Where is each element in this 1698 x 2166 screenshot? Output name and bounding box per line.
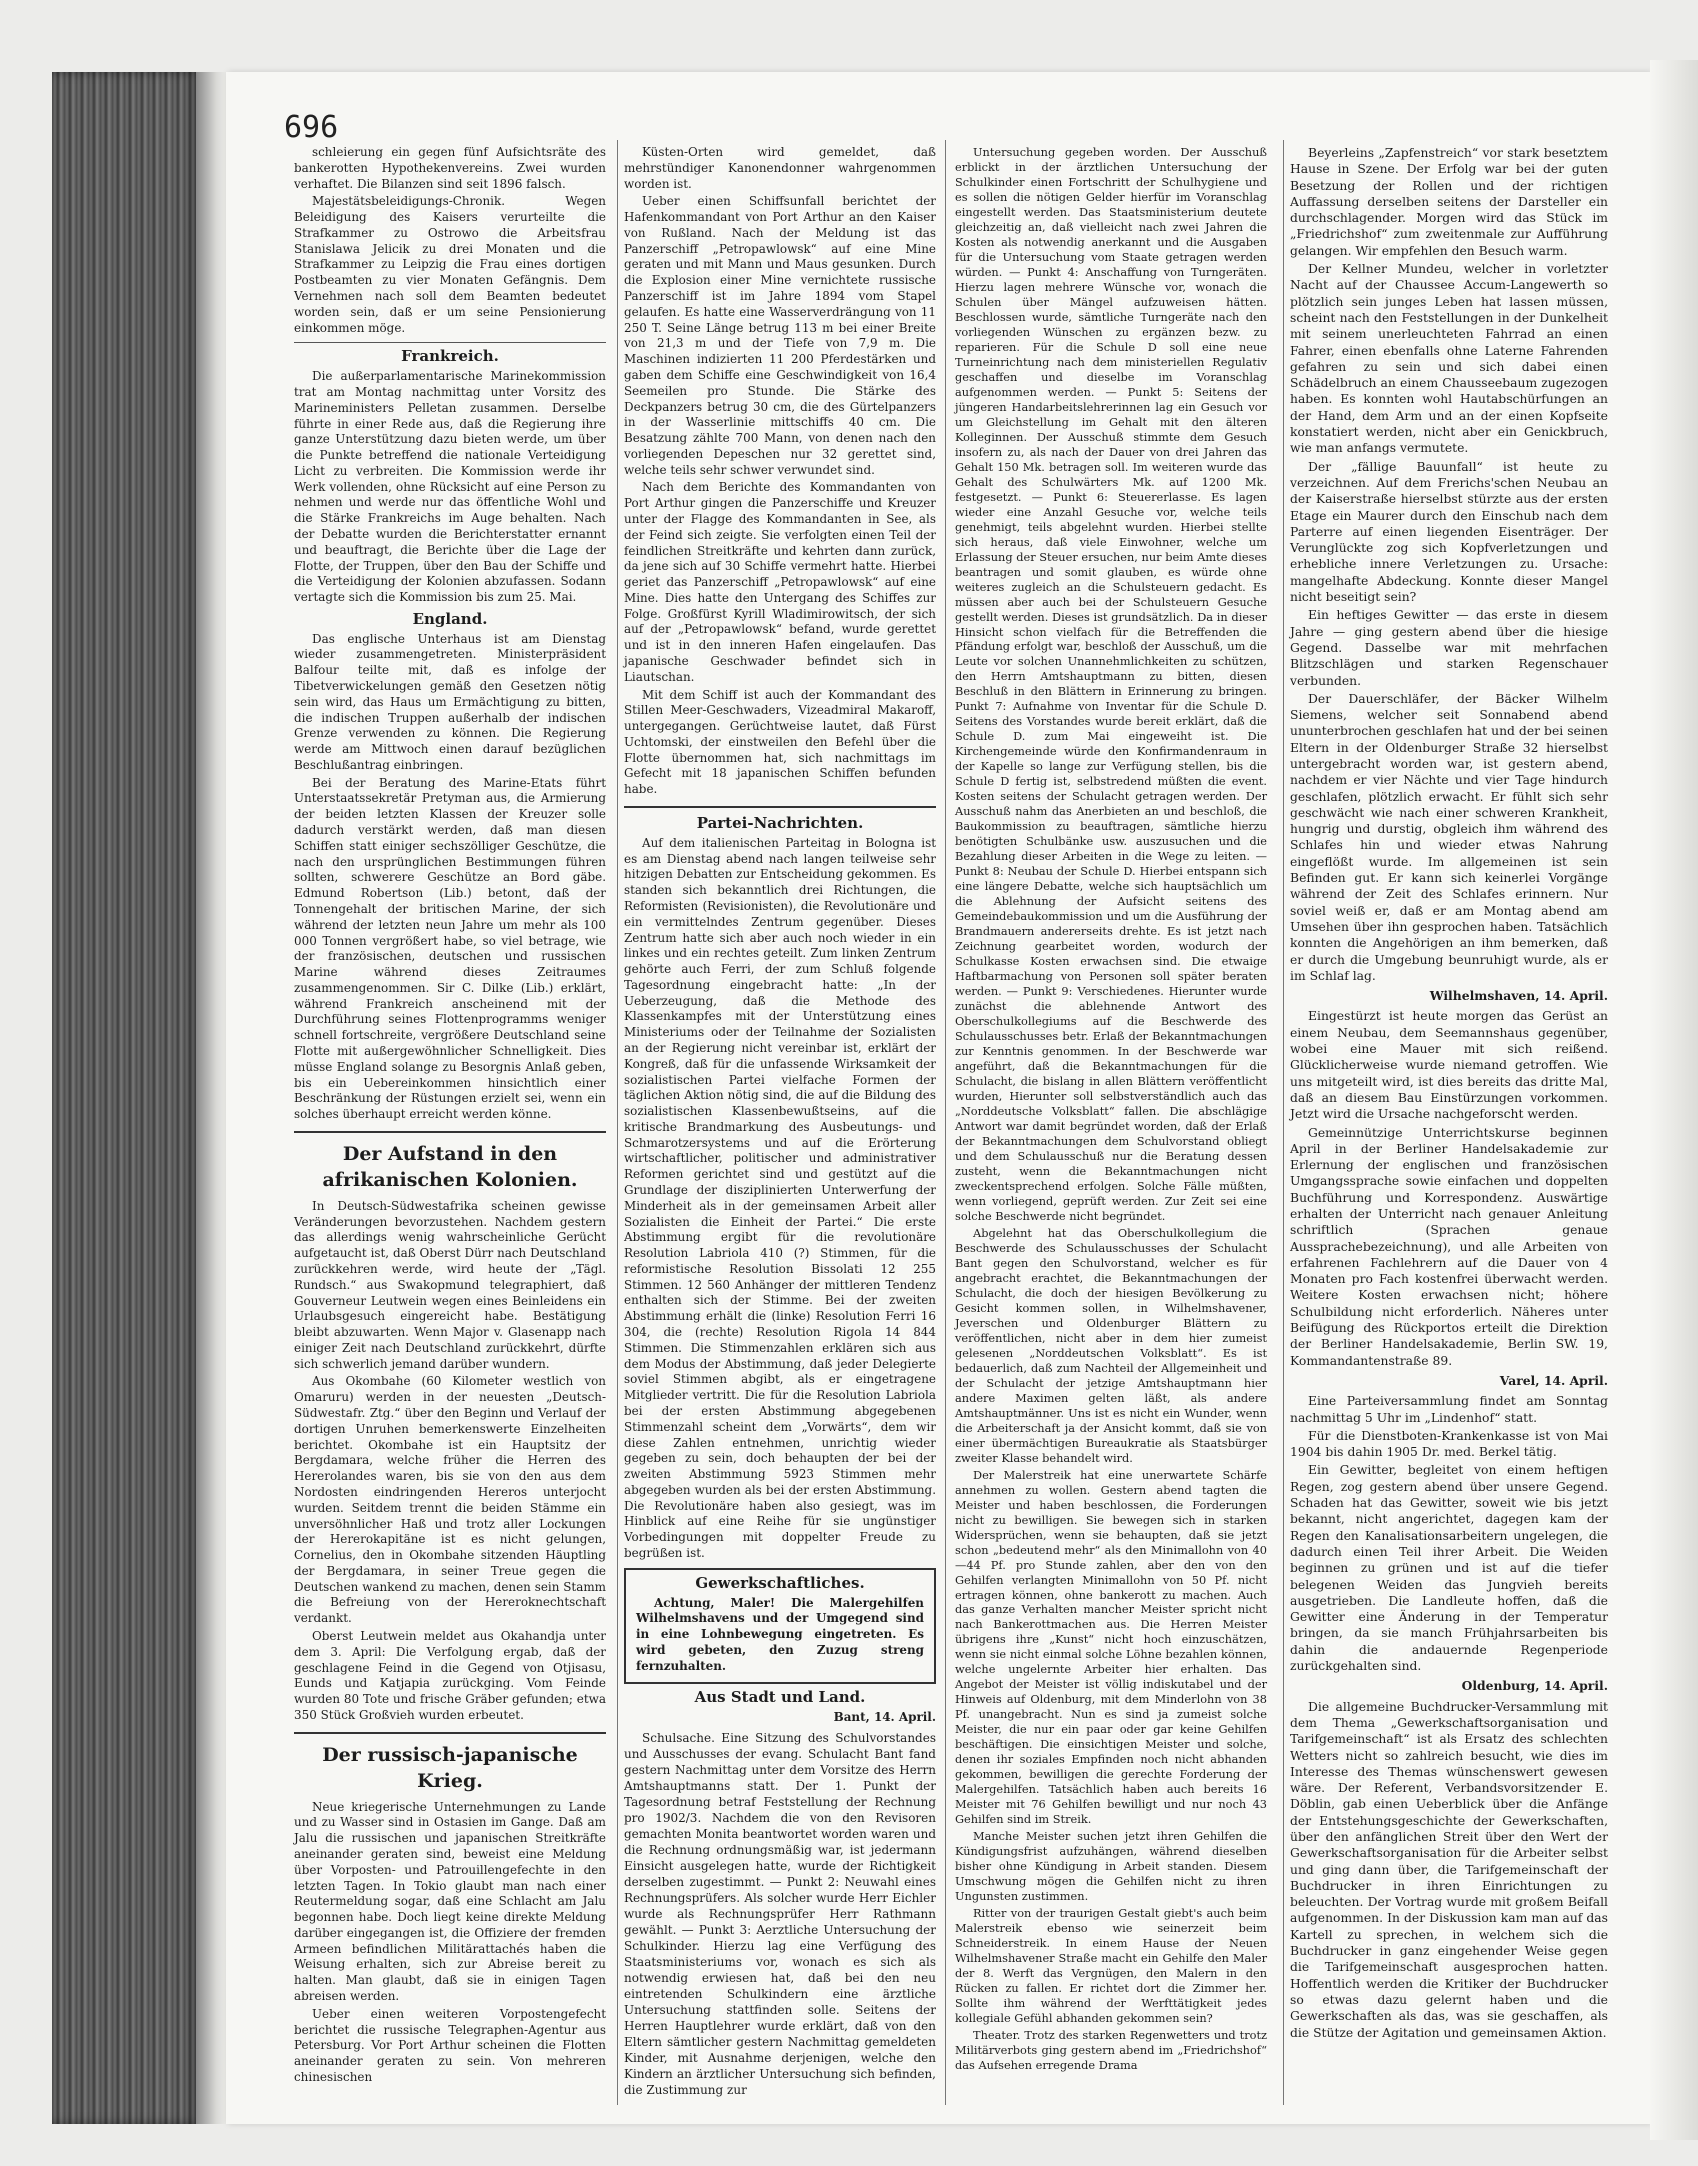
column-divider (617, 140, 618, 2105)
article-text: Küsten-Orten wird gemeldet, daß mehrstündiger Kanonendonner wahrgenommen worden ist. (624, 145, 936, 191)
article-text: Untersuchung gegeben worden. Der Ausschuß erblickt in der ärztlichen Untersuchung der Schulkinder einen Fortschritt der Schulhygiene und es sollen die nötigen Gelder hierfür im Voranschlag eingestellt werden. Das Staatsministerium deutete gleichzeitig an, daß vielleicht nach zwei Jahren die Kosten als notwendig anerkannt und die Ausgaben für die Untersuchung vom Staate getragen werden würden. — Punkt 4: Anschaffung von Turngeräten. Hierzu lagen mehrere Wünsche vor, wonach die Schulen über Mängel aufzuweisen hätten. Beschlossen wurde, sämtliche Turngeräte nach den vorliegenden Wünschen zu ergänzen bezw. zu reparieren. Für die Schule D soll eine neue Turneinrichtung nach dem ministeriellen Regulativ geschaffen und dieselbe im Voranschlag aufgenommen werden. — Punkt 5: Seitens der jüngeren Handarbeitslehrerinnen lag ein Gesuch vor um Gleichstellung im Gehalt mit den älteren Kolleginnen. Der Ausschuß stimmte dem Gesuch insofern zu, als nach der Dauer von drei Jahren das Gehalt 150 Mk. betragen soll. Im weiteren wurde das Gehalt des Schulwärters Mk. auf 1200 Mk. festgesetzt. — Punkt 6: Steuererlasse. Es lagen wieder eine Anzahl Gesuche vor, welche teils genehmigt, teils abgelehnt wurden. Hierbei stellte sich heraus, daß viele Einwohner, welche um Erlassung der Steuer ersuchen, nur beim Amte dieses beantragen und somit glauben, es würde ohne weiteres zugleich an die Schulsteuern gedacht. Es müssen aber auch bei der Schulsteuern Gesuche gestellt werden. Dieses ist grundsätzlich. Da in dieser Hinsicht schon vielfach für die Betreffenden die Pfändung erfolgt war, beschloß der Ausschuß, um die Leute vor solchen Unannehmlichkeiten zu schützen, den Herrn Amtshauptmann zu bitten, diesen Beschluß in den Blättern in Erinnerung zu bringen. Punkt 7: Aufnahme von Inventar für die Schule D. Seitens des Vorstandes wurde bereit erklärt, daß die Schule D. zum Mai eingeweiht ist. Die Kirchengemeinde würde den Konfirmandenraum in der Kapelle so lange zur Verfügung stellen, bis die Schule D fertig ist, selbstredend müßten die event. Kosten seitens der Schulacht getragen werden. Der Ausschuß nahm das Anerbieten an und beschloß, die Baukommission zu beauftragen, sämtliche hierzu benötigten Schulbänke usw. auszusuchen und die Bezahlung dieser Arbeiten in die Wege zu leiten. — Punkt 8: Neubau der Schule D. Hierbei entspann sich eine längere Debatte, welche sich hauptsächlich um die Ablehnung der Aufsicht seitens des Gemeindebaukommission und um die Ausführung der Brandmauern andererseits drehte. Es ist jetzt nach Zeichnung gearbeitet worden, wodurch der Schulkasse Kosten erwachsen sind. Die etwaige Haftbarmachung von Personen soll später beraten werden. — Punkt 9: Verschiedenes. Hierunter wurde zunächst die ablehnende Antwort des Oberschulkollegiums auf die Beschwerde des Schulausschusses betr. Erlaß der Bekanntmachungen zur Kenntnis genommen. In der Beschwerde war angeführt, daß die Bekanntmachungen für die Schulacht, die bislang in allen Blättern veröffentlicht wurden, Hierunter soll selbstverständlich auch das „Norddeutsche Volksblatt“ fallen. Die abschlägige Antwort war damit begründet worden, daß der Erlaß der Bekanntmachungen dem Schulvorstand obliegt und dem Schulausschuß nur die Beratung dessen zusteht, wenn die Bekanntmachungen nicht zweckentsprechend erfolgen. Solche Fälle müßten, wenn vorliegend, geprüft werden. Zur Zeit sei eine solche Beschwerde nicht begründet. (955, 145, 1267, 1223)
article-text: schleierung ein gegen fünf Aufsichtsräte des bankerotten Hypothekenvereins. Zwei wurden verhaftet. Die Bilanzen sind seit 1896 falsch. (294, 145, 606, 191)
column-4 (1290, 145, 1608, 2043)
article-text: Mit dem Schiff ist auch der Kommandant des Stillen Meer-Geschwaders, Vizeadmiral Makaroff, untergegangen. Gerüchtweise lautet, daß Fürst Uchtomski, der einstweilen den Befehl über die Flotte übernommen hat, sich nachmittags im Gefecht mit 18 japanischen Schiffen befunden habe. (624, 687, 936, 797)
divider (624, 806, 936, 808)
section-heading: Der russisch-japanische Krieg. (322, 1743, 578, 1792)
article-text: Der „fällige Bauunfall“ ist heute zu verzeichnen. Auf dem Frerichs'schen Neubau an der Kaiserstraße hierselbst stürzte aus der ersten Etage ein Maurer durch den Einschub nach dem Parterre auf einen liegenden Eisenträger. Der Verunglückte zog sich Kopfverletzungen und erhebliche innere Verletzungen zu. Ursache: mangelhafte Abdeckung. Konnte dieser Mangel nicht beseitigt sein? (1290, 459, 1608, 605)
article-text: In Deutsch-Südwestafrika scheinen gewisse Veränderungen bevorzustehen. Nachdem gestern das allerdings wenig wahrscheinliche Gerücht aufgetaucht ist, daß Oberst Dürr nach Deutschland zurückkehren werde, wird heute der „Tägl. Rundsch.“ aus Swakopmund telegraphiert, daß Gouverneur Leutwein wegen eines Beinleidens ein Urlaubsgesuch eingereicht habe. Bestätigung bleibt abzuwarten. Wenn Major v. Glasenapp nach einiger Zeit nach Deutschland zurückkehrt, dürfte sich schwerlich jemand darüber wundern. (294, 1198, 606, 1371)
article-text: Gemeinnützige Unterrichtskurse beginnen April in der Berliner Handelsakademie zur Erlernung der englischen und französischen Umgangssprache sowie einfachen und doppelten Buchführung und Korrespondenz. Auswärtige erhalten der Unterricht nach genauer Anleitung schriftlich (Sprachen genaue Aussprachebezeichnung), und alle Arbeiten von erfahrenen Fachlehrern auf die Dauer von 4 Monaten pro Fach kostenfrei überwacht werden. Weitere Kosten erwachsen nicht; höhere Schulbildung nicht erforderlich. Näheres unter Beifügung des Rückportos erteilt die Direktion der Berliner Handelsakademie, Berlin SW. 19, Kommandantenstraße 89. (1290, 1125, 1608, 1368)
article-text: Neue kriegerische Unternehmungen zu Lande und zu Wasser sind in Ostasien im Gange. Daß am Jalu die russischen und japanischen Streitkräfte aneinander geraten sind, beweist eine Meldung über Vorposten- und Patrouillengefechte in den letzten Tagen. In Tokio glaubt man nach einer Reutermeldung sogar, daß eine Schlacht am Jalu begonnen habe. Doch liegt keine direkte Meldung darüber eingegangen ist, die Offiziere der fremden Armeen befindlichen Militärattachés haben die Weisung erhalten, sich zur Abreise bereit zu halten. Man glaubt, daß sie in einigen Tagen abreisen werden. (294, 1799, 606, 2004)
dateline: Oldenburg, 14. April. (1461, 1678, 1608, 1694)
article-text: Auf dem italienischen Parteitag in Bologna ist es am Dienstag abend nach langen teilweise sehr hitzigen Debatten zur Entscheidung gekommen. Es standen sich bekanntlich drei Richtungen, die Reformisten (Revisionisten), die Revolutionäre und ein vermittelndes Zentrum gegenüber. Dieses Zentrum hatte sich aber auch noch wieder in ein linkes und ein rechtes geteilt. Zum linken Zentrum gehörte auch Ferri, der zum Schluß folgende Tagesordnung eingebracht hatte: „In der Ueberzeugung, daß die Methode des Klassenkampfes mit der Unterstützung eines Ministeriums oder der Teilnahme der Sozialisten an der Regierung nicht vereinbar ist, erklärt der Kongreß, daß für die unfassende Wirksamkeit der sozialistischen Partei vielfache Formen der täglichen Aktion nötig sind, die auf die Bildung des sozialistischen Klassenbewußtseins, auf die kritische Brandmarkung des Ausbeutungs- und Schmarotzersystems und auf die Erörterung wirtschaftlicher, politischer und administrativer Reformen gerichtet sind und gestützt auf die Grundlage der disziplinierten Unterwerfung der Minderheit als in der gemeinsamen Arbeit aller Sozialisten die Einheit der Partei.“ Die erste Abstimmung ergibt für die revolutionäre Resolution Labriola 410 (?) Stimmen, für die reformistische Resolution Bissolati 12 255 Stimmen. 12 560 Anhänger der mittleren Tendenz enthalten sich der Stimme. Bei der zweiten Abstimmung erhält die (linke) Resolution Ferri 16 304, die (rechte) Resolution Rigola 14 844 Stimmen. Die Stimmenzahlen erklären sich aus dem Modus der Abstimmung, daß jeder Delegierte soviel Stimmen abgibt, als er eingetragene Mitglieder vertritt. Die für die Resolution Labriola bei der ersten Abstimmung abgegebenen Stimmenzahl scheint dem „Vorwärts“, dem wir diese Zahlen entnehmen, unrichtig wieder gegeben zu sein, doch behaupten der bei der zweiten Abstimmung 5923 Stimmen mehr abgegeben wurden als bei der ersten Abstimmung. Die Revolutionäre haben also gesiegt, was im Hinblick auf eine Reihe für sie ungünstiger Vorbedingungen mit doppelter Freude zu begrüßen ist. (624, 835, 936, 1560)
section-heading: Aus Stadt und Land. (694, 1688, 866, 1707)
column-2 (624, 145, 936, 2100)
section-heading: Frankreich. (401, 347, 499, 366)
dateline: Wilhelmshaven, 14. April. (1429, 988, 1608, 1004)
article-text: Für die Dienstboten-Krankenkasse ist von Mai 1904 bis dahin 1905 Dr. med. Berkel tätig. (1290, 1428, 1608, 1460)
dateline: Varel, 14. April. (1499, 1372, 1608, 1388)
book-binding (52, 72, 200, 2124)
article-text: Ein Gewitter, begleitet von einem heftigen Regen, zog gestern abend über unsere Gegend. Schaden hat das Gewitter, soweit wie bis jetzt bekannt, nicht angerichtet, dagegen kam der Regen den Kanalisationsarbeitern ungelegen, die dadurch einen Teil ihrer Arbeit. Die Weiden beginnen zu grünen und ist auf die tiefer belegenen Weiden das Jungvieh bereits ausgetrieben. Die Landleute hoffen, daß die Gewitter eine Änderung in der Temperatur bringen, da sie manch Frühjahrsarbeiten bis dahin die andauernde Regenperiode zurückgehalten sind. (1290, 1463, 1608, 1674)
dateline: Bant, 14. April. (833, 1710, 936, 1725)
article-text: Der Kellner Mundeu, welcher in vorletzter Nacht auf der Chaussee Accum-Langewerth so plötzlich sein junges Leben hat lassen müssen, scheint nach den Feststellungen in der Dunkelheit mit seinem unerleuchteten Fahrrad an einen Fahrer, einen ebenfalls ohne Laterne Fahrenden gefahren zu sein und sich dabei einen Schädelbruch an einem Chausseebaum zugezogen haben. Es konnten wohl Hautabschürfungen an der Hand, dem Arm und an der einen Kopfseite konstatiert werden, nicht aber ein Genickbruch, wie man anfangs vermutete. (1290, 262, 1608, 456)
article-text: Die außerparlamentarische Marinekommission trat am Montag nachmittag unter Vorsitz des Marineministers Pelletan zusammen. Derselbe führte in einer Rede aus, daß die Regierung ihre ganze Unterstützung dazu bieten werde, um über die Punkte betreffend die nationale Verteidigung Licht zu verbreiten. Die Kommission werde ihr Werk vollenden, ohne Rücksicht auf eine Person zu nehmen und werde nur das öffentliche Wohl und die Stärke Frankreichs im Auge behalten. Nach der Debatte wurden die Berichterstatter ernannt und beauftragt, die Berichte über die Lage der Flotte, der Truppen, über den Bau der Schiffe und die Verteidigung der Kolonien abzufassen. Sodann vertagte sich die Kommission bis zum 25. Mai. (294, 369, 606, 605)
article-text: Ueber einen weiteren Vorpostengefecht berichtet die russische Telegraphen-Agentur aus Petersburg. Vor Port Arthur scheinen die Flotten aneinander geraten zu sein. Von mehreren chinesischen (294, 2006, 606, 2084)
article-text: Ein heftiges Gewitter — das erste in diesem Jahre — ging gestern abend über die hiesige Gegend. Dasselbe war mit mehrfachen Blitzschlägen und starken Regenschauer verbunden. (1290, 608, 1608, 688)
divider (294, 342, 606, 343)
article-text: Eine Parteiversammlung findet am Sonntag nachmittag 5 Uhr im „Lindenhof“ statt. (1290, 1394, 1608, 1425)
column-divider (945, 140, 946, 2105)
column-divider (1283, 140, 1284, 2105)
article-text: Eingestürzt ist heute morgen das Gerüst an einem Neubau, dem Seemannshaus gegenüber, wobei eine Mauer mit sich reißend. Glücklicherweise wurde niemand getroffen. Wie uns mitgeteilt wird, ist dies bereits das dritte Mal, daß an diesem Bau Einstürzungen vorkommen. Jetzt wird die Ursache nachgeforscht werden. (1290, 1009, 1608, 1122)
page-number: 696 (284, 110, 339, 145)
article-text: Beyerleins „Zapfenstreich“ vor stark besetztem Hause in Szene. Der Erfolg war bei der guten Besetzung der Rollen und der richtigen Auffassung derselben seitens der Darsteller ein durchschlagender. Morgen wird das Stück im „Friedrichshof“ zum zweitenmale zur Aufführung gelangen. Wir empfehlen den Besuch warm. (1290, 146, 1608, 258)
article-text: Nach dem Berichte des Kommandanten von Port Arthur gingen die Panzerschiffe und Kreuzer unter der Flagge des Kommandanten in See, als der Feind sich zeigte. Sie verfolgten einen Teil der feindlichen Streitkräfte und kehrten dann zurück, da jene sich auf 30 Schiffe vermehrt hatte. Hierbei geriet das Panzerschiff „Petropawlowsk“ auf eine Mine. Dies hatte den Untergang des Schiffes zur Folge. Großfürst Kyrill Wladimirowitsch, der sich auf der „Petropawlowsk“ befand, wurde gerettet und ist in den inneren Hafen eingelaufen. Das japanische Geschwader befindet sich in Liautschan. (624, 480, 936, 684)
section-heading: Der Aufstand in den afrikanischen Kolonien. (322, 1142, 578, 1191)
article-text: Abgelehnt hat das Oberschulkollegium die Beschwerde des Schulausschusses der Schulacht Bant gegen den Schulvorstand, welcher es für angebracht erachtet, die Bekanntmachungen der Schulacht, die doch der hiesigen Bevölkerung zu Gesicht kommen sollen, in Wilhelmshavener, Jeverschen und Oldenburger Blättern zu veröffentlichen, nicht aber in dem hier zumeist gelesenen „Norddeutschen Volksblatt“. Es ist bedauerlich, daß zum Nachteil der Allgemeinheit und der Schulacht der jetzige Amtshauptmann hier andere Maximen gelten läßt, als andere Amtshauptmänner. Uns ist es nicht ein Wunder, wenn die Arbeiterschaft ja der Ansicht kommt, daß sie von einer übermächtigen Bureaukratie als Staatsbürger zweiter Klasse behandelt wird. (955, 1225, 1267, 1465)
section-heading: Partei-Nachrichten. (696, 814, 864, 833)
article-text: Die allgemeine Buchdrucker-Versammlung mit dem Thema „Gewerkschaftsorganisation und Tarifgemeinschaft“ ist als Ersatz des schlechten Wetters nicht so zahlreich besucht, wie dies im Interesse des Themas wünschenswert gewesen wäre. Der Referent, Verbandsvorsitzender E. Döblin, gab einen Ueberblick über die Anfänge der Entstehungsgeschichte der Gewerkschaften, über den anfänglichen Streit über den Wert der Gewerkschaftsorganisation für die Arbeiter selbst und ging dann über, die Tarifgemeinschaft der Buchdrucker in ihren Einrichtungen zu beleuchten. Der Vortrag wurde mit großem Beifall aufgenommen. In der Diskussion kam man auf das Kartell zu sprechen, in welchem sich die Buchdrucker in ganz eingehender Weise gegen die Tarifgemeinschaft ausgesprochen hatten. Hoffentlich werden die Kritiker der Buchdrucker so etwas dazu gelernt haben und die Gewerkschaften als das, was sie geschaffen, als die Stütze der Agitation und gemeinsamen Aktion. (1290, 1699, 1608, 2040)
article-text: Bei der Beratung des Marine-Etats führt Unterstaatssekretär Pretyman aus, die Armierung der beiden letzten Klassen der Kreuzer solle dadurch verstärkt werden, daß man diesen Schiffen statt einiger sechszölliger Geschütze, die nach den ursprünglichen Bestimmungen führen sollten, schwerere Geschütze an Bord gäbe. Edmund Robertson (Lib.) betont, daß der Tonnengehalt der britischen Marine, der sich während der letzten neun Jahre um mehr als 100 000 Tonnen vergrößert habe, so viel betrage, wie der französischen, deutschen und russischen Marine während dieses Zeitraumes zusammengenommen. Sir C. Dilke (Lib.) erklärt, während Frankreich anscheinend mit der Durchführung seines Flottenprogramms weniger schnell fortschreite, vergrößere Deutschland seine Flotte mit außergewöhnlicher Schnelligkeit. Dies müsse England solange zu Besorgnis Anlaß geben, bis ein Uebereinkommen hinsichtlich einer Beschränkung der Rüstungen erzielt sei, wenn ein solches überhaupt erreicht werden könne. (294, 775, 606, 1122)
article-text: Ritter von der traurigen Gestalt giebt's auch beim Malerstreik ebenso wie seinerzeit beim Schneiderstreik. In einem Hause der Neuen Wilhelmshavener Straße macht ein Gehilfe den Maler der 8. Werft das Vergnügen, den Malern in den Rücken zu fallen. Er richtet dort die Zimmer her. Sollte ihm während der Werfttätigkeit jedes kollegiale Gefühl abhanden gekommen sein? (955, 1906, 1267, 2026)
article-text: Oberst Leutwein meldet aus Okahandja unter dem 3. April: Die Verfolgung ergab, daß der geschlagene Feind in die Gegend von Otjisasu, Eunds und Katjapia zurückging. Vom Feinde wurden 80 Tote und frische Gräber gefunden; etwa 350 Stück Großvieh wurden erbeutet. (294, 1628, 606, 1722)
divider (294, 1732, 606, 1734)
article-text: Das englische Unterhaus ist am Dienstag wieder zusammengetreten. Ministerpräsident Balfour teilte mit, daß es infolge der Tibetverwickelungen gemäß den Gesetzen nötig sein wird, das Haus um Ermächtigung zu bitten, die indischen Truppen außerhalb der indischen Grenze verwenden zu können. Die Regierung werde am Mittwoch einen darauf bezüglichen Beschlußantrag einbringen. (294, 631, 606, 772)
divider (294, 1131, 606, 1133)
article-text: Ueber einen Schiffsunfall berichtet der Hafenkommandant von Port Arthur an den Kaiser von Rußland. Nach der Meldung ist das Panzerschiff „Petropawlowsk“ auf eine Mine geraten und mit Mann und Maus gesunken. Durch die Explosion einer Mine vernichtete russische Panzerschiff ist im Jahre 1894 vom Stapel gelaufen. Es hatte eine Wasserverdrängung von 11 250 T. Seine Länge betrug 113 m bei einer Breite von 21,3 m und der Tiefe von 7,9 m. Die Maschinen indizierten 11 200 Pferdestärken und gaben dem Schiffe eine Geschwindigkeit von 16,4 Seemeilen pro Stunde. Die Stärke des Deckpanzers betrug 30 cm, die des Gürtelpanzers in der Wasserlinie mittschiffs 40 cm. Die Besatzung zählte 700 Mann, von denen nach den vorliegenden Depeschen nur 32 gerettet sind, welche teils sehr schwer verwundet sind. (624, 194, 936, 477)
article-text: Manche Meister suchen jetzt ihren Gehilfen die Kündigungsfrist aufzuhängen, während dieselben bisher ohne Kündigung in Arbeit standen. Diesem Umschwung mögen die Gehilfen nicht zu ihren Ungunsten zustimmen. (955, 1829, 1267, 1904)
facing-page-edge (1650, 60, 1698, 2140)
notice-box (624, 1568, 936, 1685)
section-heading: Gewerkschaftliches. (695, 1573, 865, 1592)
section-heading: England. (412, 609, 488, 628)
article-text: Theater. Trotz des starken Regenwetters und trotz Militärverbots ging gestern abend im „Friedrichshof“ das Aufsehen erregende Drama (955, 2028, 1267, 2073)
article-text: Majestätsbeleidigungs-Chronik. Wegen Beleidigung des Kaisers verurteilte die Strafkammer zu Ostrowo die Arbeitsfrau Stanislawa Jelicik zu drei Monaten und die Strafkammer zu Leipzig die Frau eines dortigen Postbeamten zu vier Monaten Gefängnis. Dem Vernehmen nach soll dem Beamten bedeutet worden sein, daß er um seine Pensionierung einkommen möge. (294, 194, 606, 335)
page-gutter (196, 72, 230, 2124)
column-3 (955, 145, 1267, 2075)
article-text: Der Malerstreik hat eine unerwartete Schärfe annehmen zu wollen. Gestern abend tagten die Meister und haben beschlossen, die Forderungen nicht zu bewilligen. Sie bewegen sich in starken Widersprüchen, wenn sie behaupten, daß sie jetzt schon „bedeutend mehr“ als den Minimallohn von 40—44 Pf. pro Stunde zahlen, aber den von den Gehilfen verlangten Minimallohn von 50 Pf. nicht ertragen können, ohne bankerott zu machen. Auch das ganze Verhalten mancher Meister spricht nicht nach Bankerottmachen aus. Die Herren Meister übrigens ihre „Kunst“ nicht hoch einzuschätzen, wenn sie nicht einmal solche Löhne bezahlen können, welche ungelernte Arbeiter hier erhalten. Das Angebot der Meister ist völlig indiskutabel und der Hinweis auf Oldenburg, mit dem Minderlohn von 38 Pf. unangebracht. Nun es sind ja zumeist solche Meister, die nur ein paar oder gar keine Gehilfen beschäftigen. Die einsichtigen Meister und solche, denen ihr soziales Empfinden noch nicht abhanden gekommen, bewilligen die gerechte Forderung der Malergehilfen. Tatsächlich haben auch bereits 16 Meister mit 76 Gehilfen bewilligt und nur noch 43 Gehilfen sind im Streik. (955, 1467, 1267, 1827)
article-text: Achtung, Maler! Die Malergehilfen Wilhelmshavens und der Umgegend sind in eine Lohnbewegung eingetreten. Es wird gebeten, den Zuzug streng fernzuhalten. (636, 1595, 924, 1673)
article-text: Der Dauerschläfer, der Bäcker Wilhelm Siemens, welcher seit Sonnabend abend ununterbrochen geschlafen hat und der bei seinen Eltern in der Oldenburger Straße 32 hierselbst untergebracht worden war, ist gestern abend, nachdem er vier Nächte und vier Tage hindurch geschlafen, plötzlich erwacht. Er fühlt sich sehr geschwächt wie nach einer schweren Krankheit, hungrig und durstig, obgleich ihm während des Schlafes hin und wieder etwas Nahrung eingeflößt wurde. Im allgemeinen ist sein Befinden gut. Er kann sich keinerlei Vorgänge während der Zeit des Schlafes erinnern. Nur soviel weiß er, daß er am Montag abend am Umsehen über ihn gesprochen haben. Tatsächlich konnten die Angehörigen an ihm bemerken, daß er durch die Umgebung beunruhigt wurde, als er im Schlaf lag. (1290, 691, 1608, 983)
article-text: Aus Okombahe (60 Kilometer westlich von Omaruru) werden in der neuesten „Deutsch-Südwestafr. Ztg.“ über den Beginn und Verlauf der dortigen Unruhen bemerkenswerte Einzelheiten berichtet. Okombahe ist ein Hauptsitz der Bergdamara, welche früher die Herren des Hererolandes waren, bis sie von den aus dem Nordosten eindringenden Hereros unterjocht wurden. Seitdem trennt die beiden Stämme ein unversöhnlicher Haß und trotz aller Lockungen der Hererokapitäne ist es nicht gelungen, Cornelius, den in Okombahe sitzenden Häuptling der Bergdamara, in seiner Treue gegen die Deutschen wankend zu machen, denen sein Stamm die Befreiung von der Hereroknechtschaft verdankt. (294, 1374, 606, 1626)
article-text: Schulsache. Eine Sitzung des Schulvorstandes und Ausschusses der evang. Schulacht Bant fand gestern Nachmittag unter dem Vorsitze des Herrn Amtshauptmanns statt. Der 1. Punkt der Tagesordnung betraf Feststellung der Rechnung pro 1902/3. Nachdem die von den Revisoren gemachten Monita beantwortet worden waren und die Rechnung ordnungsmäßig war, ist jedermann Einsicht ausgelegen hatte, wurde der Richtigkeit derselben zugestimmt. — Punkt 2: Neuwahl eines Rechnungsprüfers. Als solcher wurde Herr Eichler wurde als Rechnungsprüfer Herr Rathmann gewählt. — Punkt 3: Aerztliche Untersuchung der Schulkinder. Hierzu lag eine Verfügung des Staatsministeriums vor, wonach es sich als notwendig erwiesen hat, daß bei den neu eintretenden Schulkindern eine ärztliche Untersuchung stattfinden solle. Seitens der Herren Hauptlehrer wurde erklärt, daß von den Eltern sämtlicher gestern Nachmittag gemeldeten Kinder, mit Ausnahme derjenigen, welche den Kindern an ärztlicher Untersuchung sich befinden, die Zustimmung zur (624, 1731, 936, 2097)
column-1 (294, 145, 606, 2088)
